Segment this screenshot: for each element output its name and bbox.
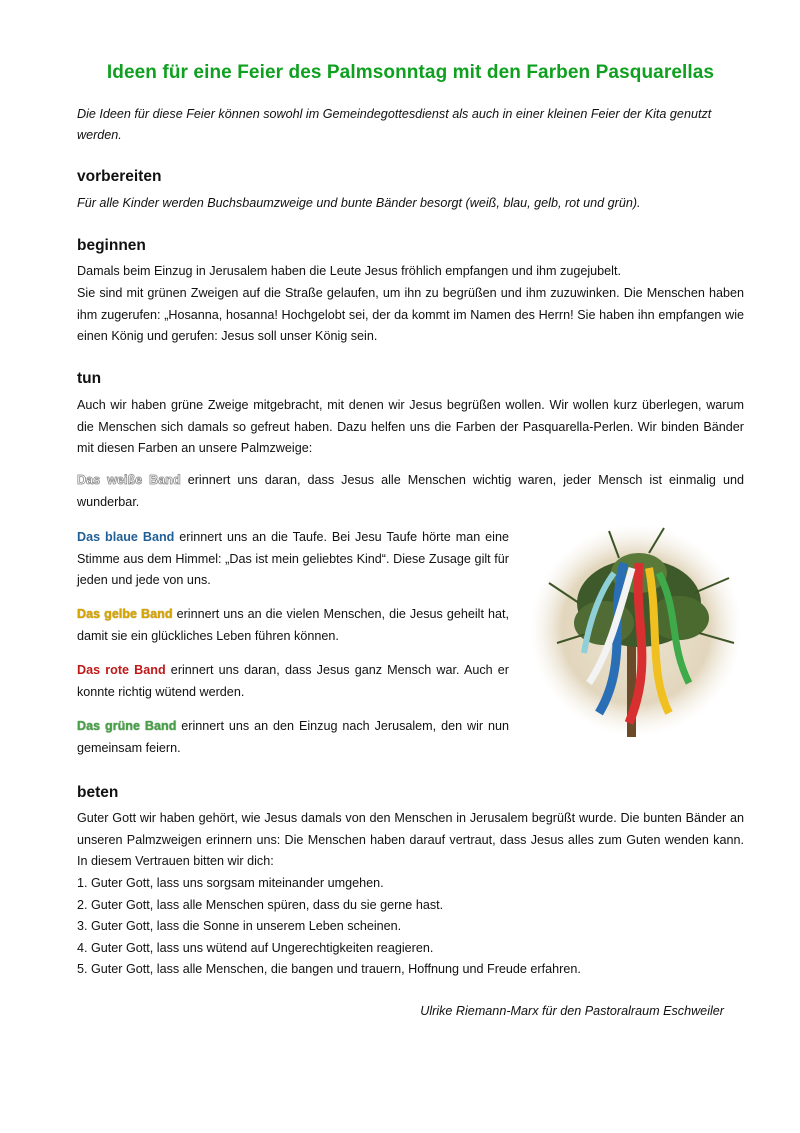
band-red-label: Das rote Band (77, 663, 166, 677)
vorbereiten-text: Für alle Kinder werden Buchsbaumzweige und bunte Bänder besorgt (weiß, blau, gelb, rot und grün). (77, 196, 641, 210)
heading-tun: tun (77, 370, 102, 387)
page-title: Ideen für eine Feier des Palmsonntag mit den Farben Pasquarellas (106, 62, 715, 83)
band-white-text: erinnert uns daran, dass Jesus alle Menschen wichtig waren, jeder Mensch ist einmalig und wunderbar. (77, 473, 744, 509)
tun-text: Auch wir haben grüne Zweige mitgebracht, mit denen wir Jesus begrüßen wollen. Wir wollen kurz überlegen, warum die Menschen sich damals so gefreut haben. Dazu helfen uns die Farben der Pasquarella-Perlen. Wir binden Bänder mit diesen Farben an unsere Palmzweige: (77, 398, 744, 455)
band-yellow-text: erinnert uns an die vielen Menschen, die Jesus geheilt hat, damit sie ein glückliches Leben führen können. (77, 607, 509, 643)
beginnen-line1: Damals beim Einzug in Jerusalem haben die Leute Jesus fröhlich empfangen und ihm zugejubelt. (77, 264, 621, 278)
heading-beten: beten (77, 784, 119, 801)
band-green-text: erinnert uns an den Einzug nach Jerusalem, den wir nun gemeinsam feiern. (77, 719, 509, 755)
band-green-paragraph (77, 716, 509, 759)
prayer-item: 2. Guter Gott, lass alle Menschen spüren, dass du sie gerne hast. (77, 897, 444, 912)
prayer-list (77, 873, 581, 981)
band-green-label: Das grüne Band (77, 719, 177, 733)
band-white-paragraph (77, 470, 744, 513)
band-red-text: erinnert uns daran, dass Jesus ganz Mensch war. Auch er konnte richtig wütend werden. (77, 663, 509, 699)
prayer-item: 4. Guter Gott, lass uns wütend auf Ungerechtigkeiten reagieren. (77, 940, 434, 955)
beginnen-line2: Sie sind mit grünen Zweigen auf die Straße gelaufen, um ihn zu begrüßen und ihm zuzuwinken. Die Menschen haben ihm zugerufen: „Hosanna, hosanna! Hochgelobt sei, der da kommt im Namen des Herrn! Sie haben ihn empfangen wie einen König und gerufen: Jesus soll unser König sein. (77, 286, 744, 343)
heading-vorbereiten: vorbereiten (77, 168, 162, 185)
prayer-item: 1. Guter Gott, lass uns sorgsam miteinander umgehen. (77, 876, 384, 890)
prayer-item: 3. Guter Gott, lass die Sonne in unserem Leben scheinen. (77, 919, 402, 933)
band-blue-text: erinnert uns an die Taufe. Bei Jesu Taufe hörte man eine Stimme aus dem Himmel: „Das ist mein geliebtes Kind“. Diese Zusage gilt für jeden und jede von uns. (77, 530, 509, 587)
band-red-paragraph (77, 660, 509, 703)
band-white-label: Das weiße Band (77, 473, 181, 487)
band-blue-paragraph (77, 527, 509, 592)
heading-beginnen: beginnen (77, 237, 146, 254)
author-signature: Ulrike Riemann-Marx für den Pastoralraum Eschweiler (420, 1004, 724, 1018)
band-yellow-label: Das gelbe Band (77, 607, 173, 621)
prayer-item: 5. Guter Gott, lass alle Menschen, die bangen und trauern, Hoffnung und Freude erfahren. (77, 962, 581, 976)
beten-text: Guter Gott wir haben gehört, wie Jesus damals von den Menschen in Jerusalem begrüßt wurde. Die bunten Bänder an unseren Palmzweigen erinnern uns: Die Menschen haben darauf vertraut, dass Jesus alles zum Guten wenden kann. In diesem Vertrauen bitten wir dich: (77, 811, 744, 868)
band-blue-label: Das blaue Band (77, 530, 175, 544)
intro-text: Die Ideen für diese Feier können sowohl im Gemeindegottesdienst als auch in einer kleinen Feier der Kita genutzt werden. (77, 107, 712, 142)
band-yellow-paragraph (77, 604, 509, 647)
palm-branch-with-ribbons-image (529, 523, 743, 737)
